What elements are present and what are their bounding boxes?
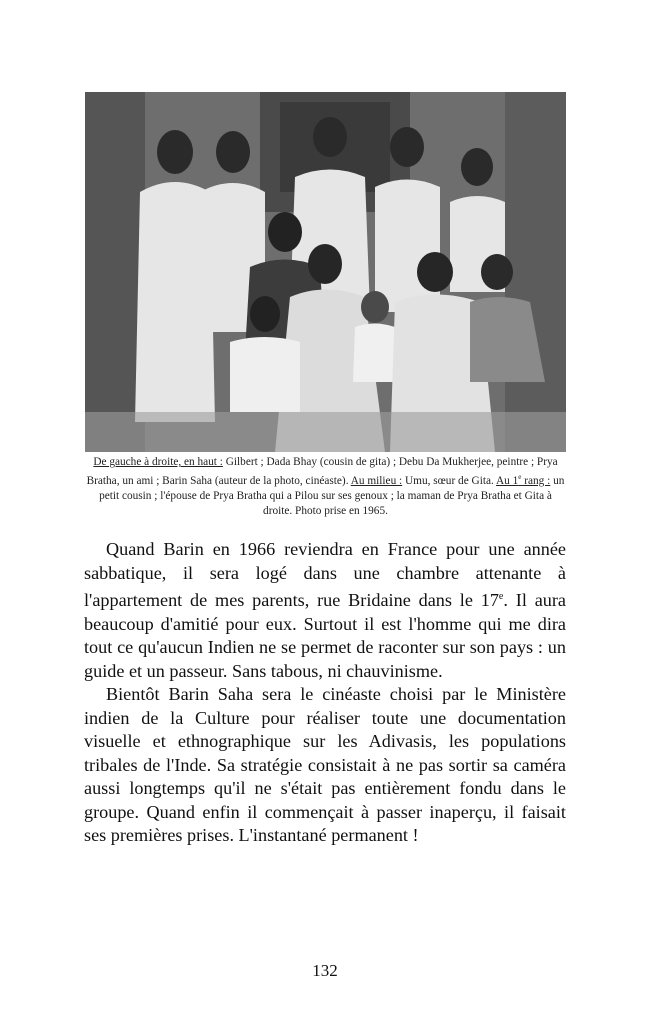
caption-top-row-label: De gauche à droite, en haut : <box>93 456 223 468</box>
caption-front-row-names: un petit cousin ; l'épouse de Prya Bratha qui a Pilou sur ses genoux ; la maman de Prya Bratha et Gita à droite. Photo prise en 1965. <box>99 474 565 517</box>
photo-caption <box>85 455 566 519</box>
caption-middle-row-names: Umu, sœur de Gita. <box>402 474 497 487</box>
group-photo <box>85 92 566 452</box>
paragraph-1: Quand Barin en 1966 reviendra en France pour une année sabbatique, il sera logé dans une chambre attenante à l'appartement de mes parents, rue Bridaine dans le 17e. Il aura beaucoup d'amitié pour eux. Surtout il est l'homme qui me dira tout ce qu'aucun Indien ne se permet de raconter sur son pays : un guide et un passeur. Sans tabous, ni chauvinisme. <box>84 539 566 681</box>
page-number: 132 <box>312 961 338 980</box>
caption-front-row-label: Au 1e rang : <box>496 473 551 487</box>
photo-illustration <box>85 92 566 452</box>
caption-top-row-names: Gilbert ; Dada Bhay (cousin de gita) ; Debu Da Mukherjee, peintre ; Prya Bratha, un ami ; Barin Saha (auteur de la photo, cinéaste). <box>86 456 558 487</box>
caption-middle-row-label: Au milieu : <box>350 474 403 487</box>
paragraph-2: Bientôt Barin Saha sera le cinéaste choisi par le Ministère indien de la Culture pour réaliser toute une documentation visuelle et ethnographique sur les Adivasis, les populations tribales de l'Inde. Sa stratégie consistait à ne pas sortir sa caméra aussi longtemps qu'il ne s'était pas entièrement fondu dans le groupe. Quand enfin il commençait à passer inaperçu, il faisait ses premières prises. L'instantané permanent ! <box>84 684 566 846</box>
body-text <box>84 538 566 848</box>
